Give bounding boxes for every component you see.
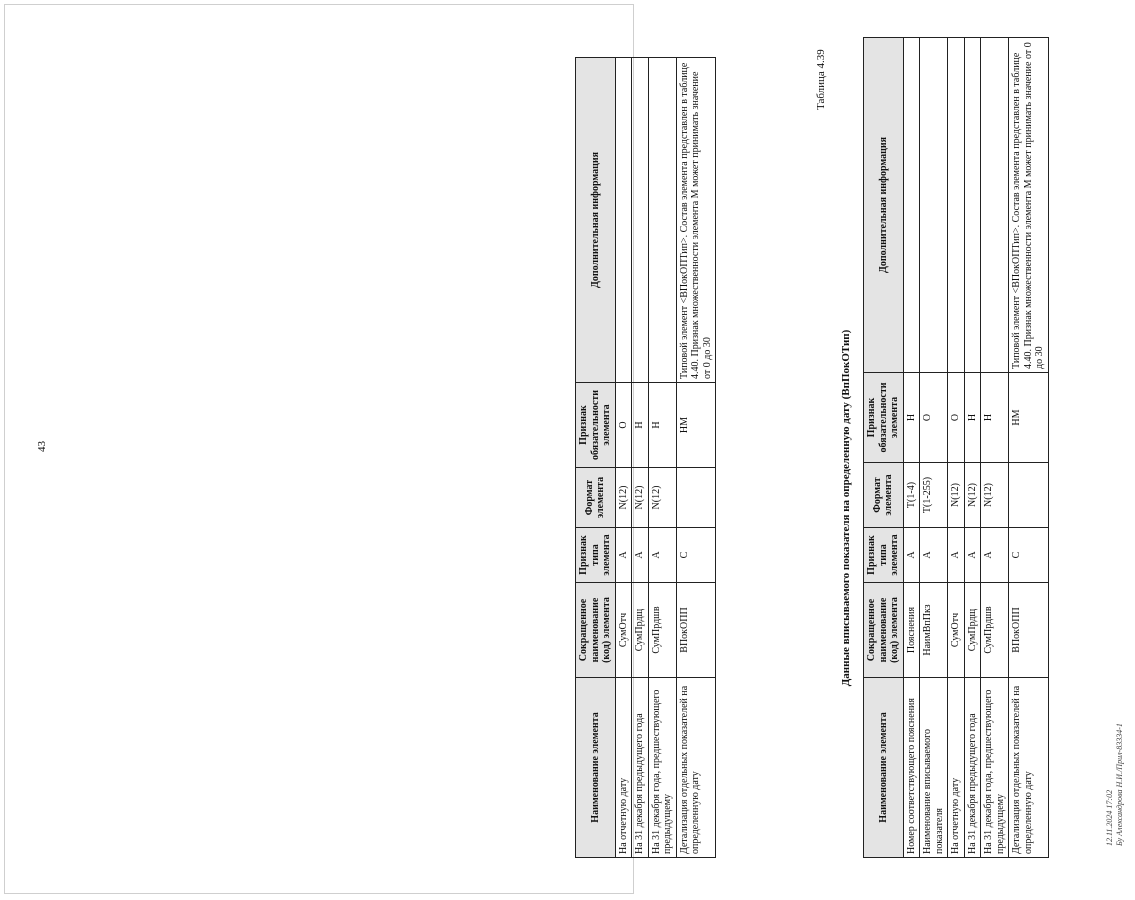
- signature-footer: [1105, 723, 1124, 846]
- cell-required: О: [920, 373, 948, 463]
- header-format: Формат элемента: [864, 463, 904, 528]
- cell-info: [648, 58, 676, 383]
- cell-format: T(1-4): [903, 463, 920, 528]
- cell-required: Н: [903, 373, 920, 463]
- cell-code: СумПрдщ: [964, 583, 981, 678]
- header-type: Признак типа элемента: [576, 528, 616, 583]
- header-format: Формат элемента: [576, 468, 616, 528]
- table-row: [648, 58, 676, 858]
- header-name: Наименование элемента: [864, 678, 904, 858]
- cell-code: Пояснения: [903, 583, 920, 678]
- cell-name: На 31 декабря года, предшествующего предыдущему: [981, 678, 1009, 858]
- table-row: [676, 58, 716, 858]
- cell-format: [1009, 463, 1049, 528]
- cell-name: На 31 декабря года, предшествующего предыдущему: [648, 678, 676, 858]
- page-border: [4, 4, 634, 894]
- cell-type: А: [903, 528, 920, 583]
- cell-type: С: [1009, 528, 1049, 583]
- table-row: [615, 58, 632, 858]
- table-row: [1009, 38, 1049, 858]
- cell-type: А: [964, 528, 981, 583]
- cell-required: Н: [981, 373, 1009, 463]
- cell-format: [676, 468, 716, 528]
- cell-format: N(12): [632, 468, 649, 528]
- cell-format: N(12): [964, 463, 981, 528]
- table-row: [920, 38, 948, 858]
- cell-type: А: [648, 528, 676, 583]
- cell-code: СумПрдщ: [632, 583, 649, 678]
- cell-info: [632, 58, 649, 383]
- table-number-label: Таблица 4.39: [815, 49, 827, 110]
- cell-name: Наименование вписываемого показателя: [920, 678, 948, 858]
- cell-name: Номер соответствующего пояснения: [903, 678, 920, 858]
- header-code: Сокращенное наименование (код) элемента: [576, 583, 616, 678]
- cell-code: СумОтч: [948, 583, 965, 678]
- table-row: [964, 38, 981, 858]
- cell-type: А: [920, 528, 948, 583]
- header-code: Сокращенное наименование (код) элемента: [864, 583, 904, 678]
- footer-timestamp: 12.11.2024 17:02: [1105, 789, 1114, 846]
- cell-type: А: [632, 528, 649, 583]
- cell-name: Детализация отдельных показателей на определенную дату: [1009, 678, 1049, 858]
- header-required: Признак обязательности элемента: [864, 373, 904, 463]
- table-element-details: [575, 57, 716, 858]
- cell-required: О: [615, 383, 632, 468]
- cell-format: N(12): [948, 463, 965, 528]
- header-type: Признак типа элемента: [864, 528, 904, 583]
- cell-required: НМ: [676, 383, 716, 468]
- header-name: Наименование элемента: [576, 678, 616, 858]
- rotated-sheet: [575, 13, 1135, 858]
- cell-format: N(12): [615, 468, 632, 528]
- header-info: Дополнительная информация: [864, 38, 904, 373]
- table-row: [903, 38, 920, 858]
- cell-name: На отчетную дату: [948, 678, 965, 858]
- cell-info: Типовой элемент <ВПокОПТип>. Состав элемента представлен в таблице 4.40. Признак множественности элемента М может принимать значение от 0 до 30: [1009, 38, 1049, 373]
- cell-required: НМ: [1009, 373, 1049, 463]
- cell-format: T(1-255): [920, 463, 948, 528]
- table-title: Данные вписываемого показателя на определенную дату (ВпПокОТип): [840, 329, 852, 687]
- cell-name: На 31 декабря предыдущего года: [632, 678, 649, 858]
- table-header-row: [576, 58, 616, 858]
- header-required: Признак обязательности элемента: [576, 383, 616, 468]
- cell-code: ВПокОПП: [676, 583, 716, 678]
- cell-code: СумПрдшв: [981, 583, 1009, 678]
- page-number: 43: [36, 441, 48, 452]
- cell-code: НаимВпПкз: [920, 583, 948, 678]
- cell-code: ВПокОПП: [1009, 583, 1049, 678]
- cell-format: N(12): [648, 468, 676, 528]
- cell-info: [615, 58, 632, 383]
- cell-info: Типовой элемент <ВПокОПТип>. Состав элемента представлен в таблице 4.40. Признак множественности элемента М может принимать значение от 0 до 30: [676, 58, 716, 383]
- cell-required: Н: [632, 383, 649, 468]
- cell-type: А: [615, 528, 632, 583]
- cell-code: СумОтч: [615, 583, 632, 678]
- table-row: [948, 38, 965, 858]
- table-inserted-indicator: [863, 37, 1049, 858]
- cell-code: СумПрдшв: [648, 583, 676, 678]
- cell-required: О: [948, 373, 965, 463]
- cell-name: На отчетную дату: [615, 678, 632, 858]
- cell-info: [920, 38, 948, 373]
- cell-required: Н: [648, 383, 676, 468]
- cell-type: С: [676, 528, 716, 583]
- cell-name: Детализация отдельных показателей на определенную дату: [676, 678, 716, 858]
- footer-reference: Бу Александрова Н.И./Прил-83334-1: [1114, 723, 1124, 846]
- header-info: Дополнительная информация: [576, 58, 616, 383]
- table-header-row: [864, 38, 904, 858]
- cell-info: [948, 38, 965, 373]
- cell-info: [903, 38, 920, 373]
- cell-name: На 31 декабря предыдущего года: [964, 678, 981, 858]
- table-row: [981, 38, 1009, 858]
- cell-info: [964, 38, 981, 373]
- cell-format: N(12): [981, 463, 1009, 528]
- cell-type: А: [981, 528, 1009, 583]
- table-row: [632, 58, 649, 858]
- cell-info: [981, 38, 1009, 373]
- cell-type: А: [948, 528, 965, 583]
- cell-required: Н: [964, 373, 981, 463]
